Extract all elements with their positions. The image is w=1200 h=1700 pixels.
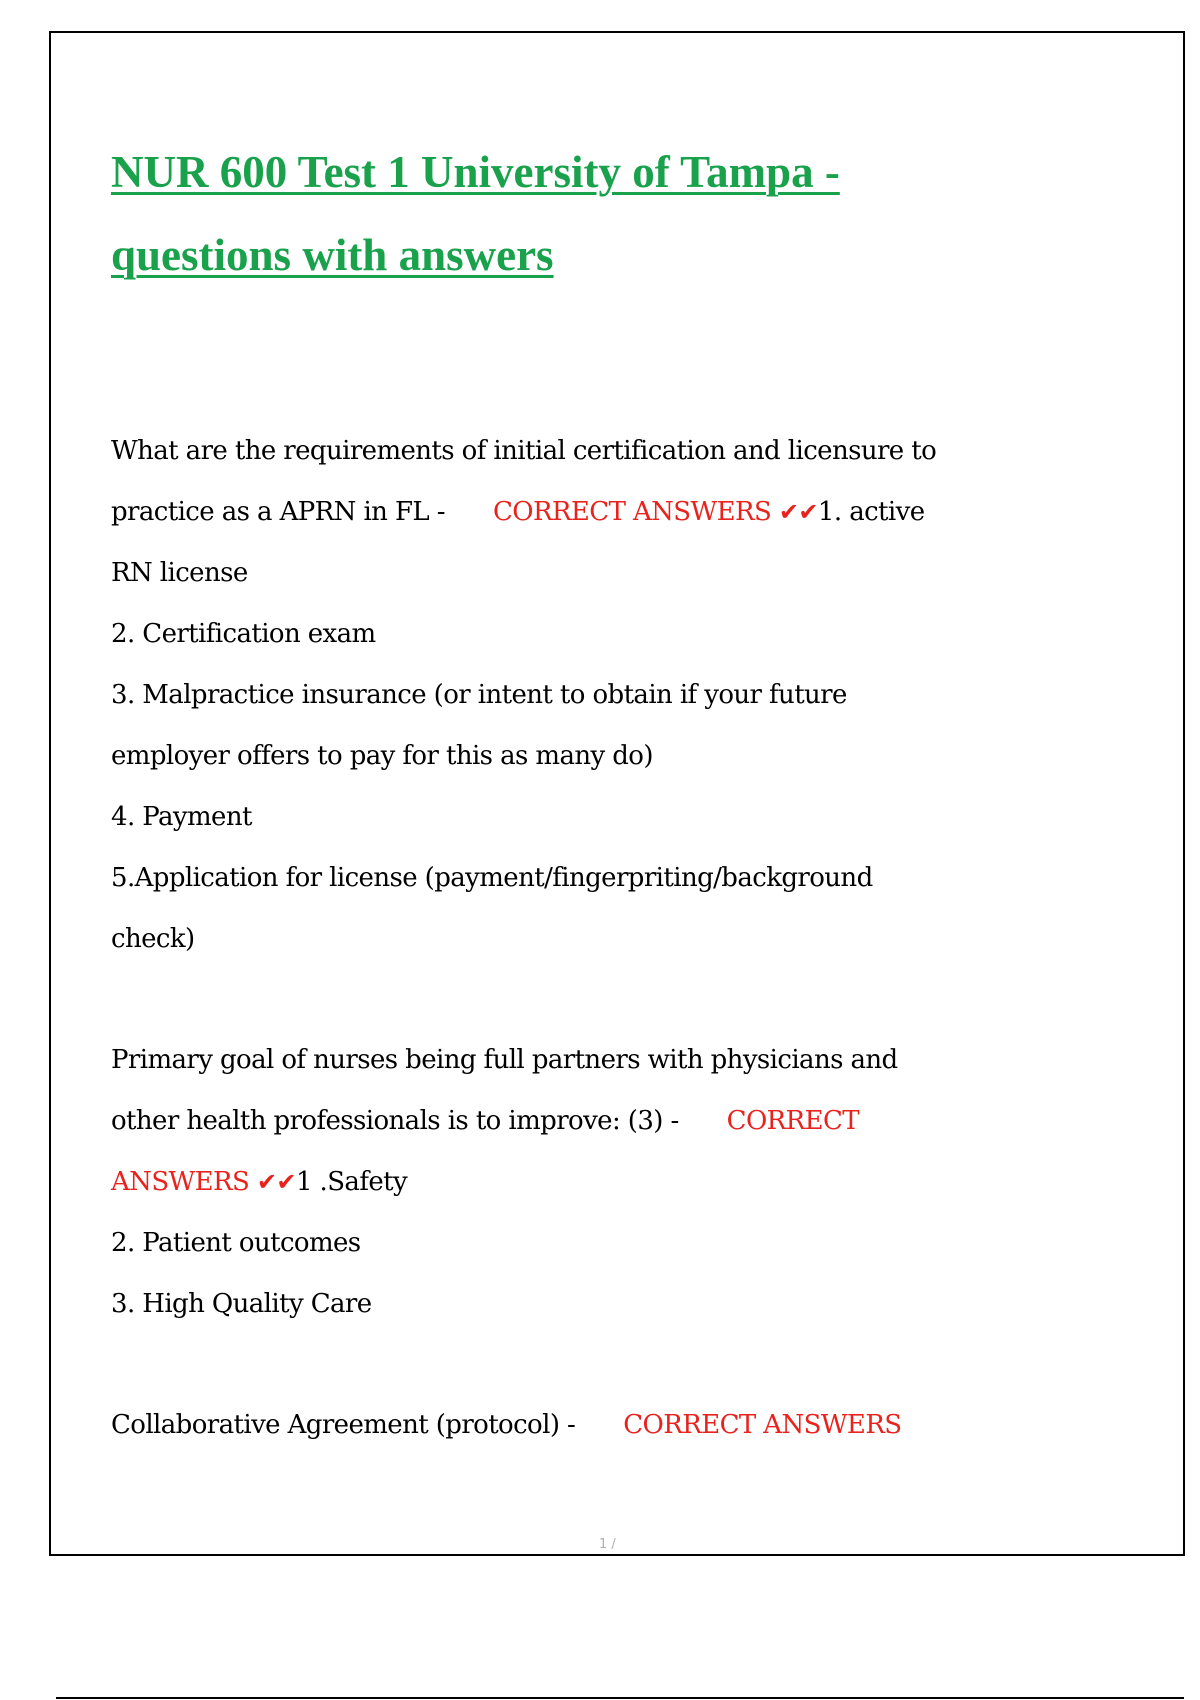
answer-2-line-1: 2. Patient outcomes: [111, 1228, 361, 1258]
answer-2-line-2: 3. High Quality Care: [111, 1289, 372, 1319]
answer-1-line-7: check): [111, 924, 195, 954]
answer-1-line-6: 5.Application for license (payment/fingerpriting/background: [111, 863, 873, 893]
title-line-1: NUR 600 Test 1 University of Tampa -: [111, 147, 840, 197]
question-3-text: Collaborative Agreement (protocol) -: [111, 1410, 576, 1440]
next-page-edge: [56, 1697, 1184, 1699]
question-2-line-1: Primary goal of nurses being full partners with physicians and: [111, 1045, 898, 1075]
question-1-text: practice as a APRN in FL -: [111, 497, 445, 527]
answer-2-item-1: 1 .Safety: [295, 1167, 408, 1197]
answer-1-line-5: 4. Payment: [111, 802, 252, 832]
answers-label: ANSWERS: [111, 1167, 250, 1197]
correct-answers-label: CORRECT ANSWERS: [623, 1410, 902, 1440]
question-1-line-2: [111, 482, 1091, 543]
question-2-text: other health professionals is to improve: (3) -: [111, 1106, 679, 1136]
qa-content: [111, 421, 1091, 1456]
question-1-line-1: What are the requirements of initial certification and licensure to: [111, 436, 937, 466]
document-page: [49, 31, 1185, 1556]
correct-answers-label: CORRECT ANSWERS: [492, 497, 772, 527]
question-2-line-3: [111, 1152, 1091, 1213]
answer-1-line-2: 2. Certification exam: [111, 619, 376, 649]
double-check-icon: ✔✔: [256, 1168, 296, 1196]
answer-1-line-4: employer offers to pay for this as many do): [111, 741, 653, 771]
answer-1-line-1: RN license: [111, 558, 248, 588]
page-title: [111, 131, 1011, 297]
title-line-2: questions with answers: [111, 230, 554, 280]
double-check-icon: ✔✔: [778, 498, 818, 526]
answer-1-line-3: 3. Malpractice insurance (or intent to obtain if your future: [111, 680, 847, 710]
page-number: 1 /: [599, 1537, 616, 1552]
answer-1-item-1: 1. active: [817, 497, 925, 527]
correct-label: CORRECT: [726, 1106, 860, 1136]
question-2-line-2: [111, 1091, 1091, 1152]
question-3-line-1: [111, 1395, 1091, 1456]
